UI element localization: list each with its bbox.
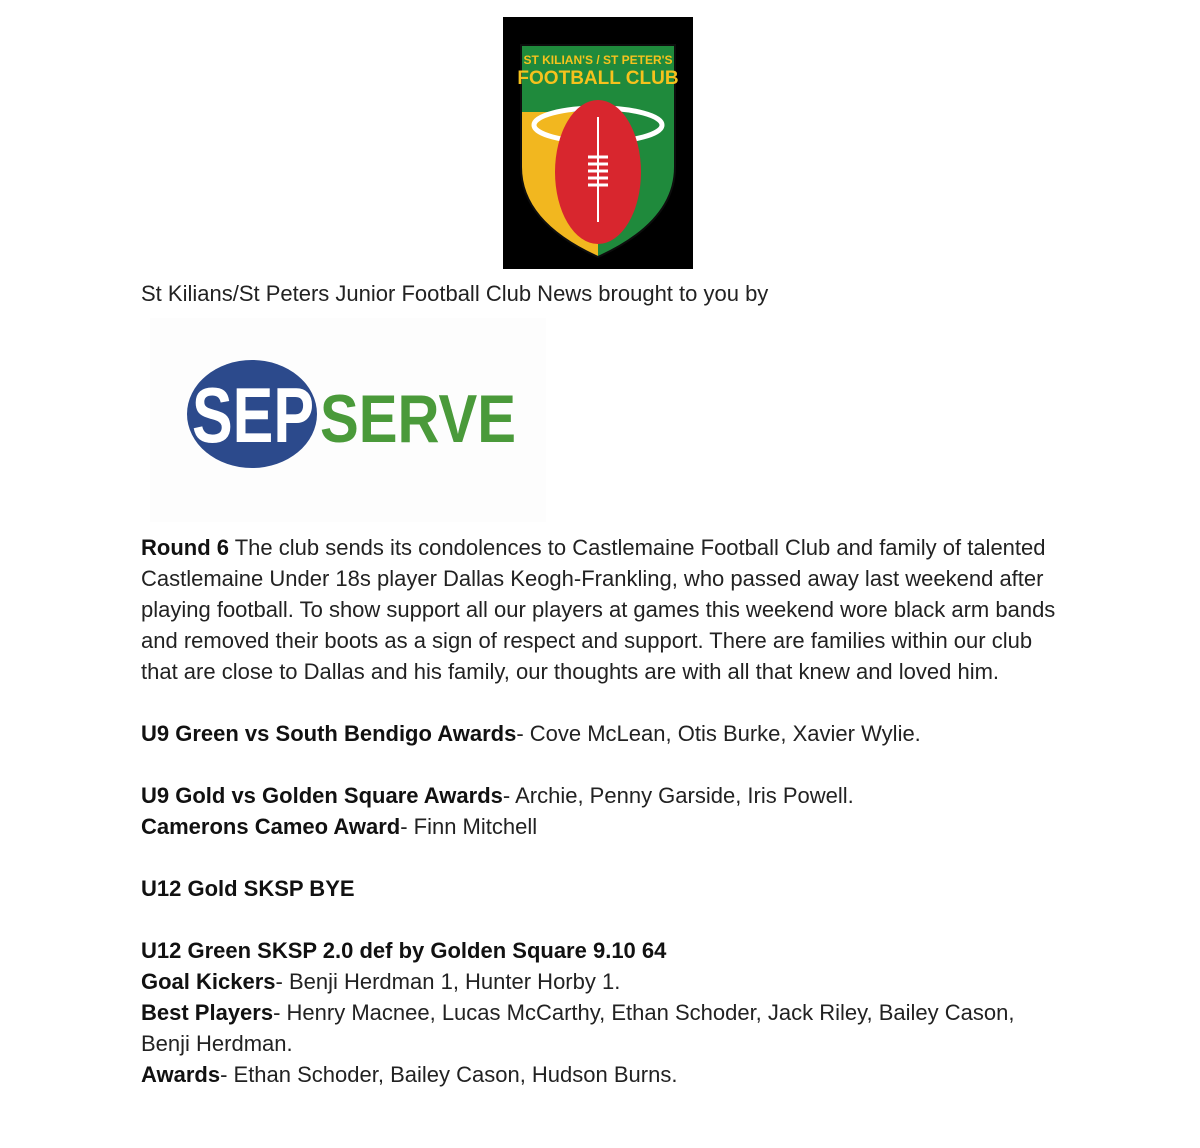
best-players bbox=[141, 997, 1061, 1059]
awards-text: - Ethan Schoder, Bailey Cason, Hudson Burns. bbox=[220, 1062, 678, 1087]
article-body bbox=[141, 532, 1061, 1090]
u9-green-text: - Cove McLean, Otis Burke, Xavier Wylie. bbox=[516, 721, 921, 746]
round-label: Round 6 bbox=[141, 535, 229, 560]
cameo-label: Camerons Cameo Award bbox=[141, 814, 401, 839]
sponsor-logo bbox=[150, 318, 546, 522]
best-players-label: Best Players bbox=[141, 1000, 274, 1025]
awards-label: Awards bbox=[141, 1062, 221, 1087]
awards bbox=[141, 1059, 1061, 1090]
goal-kickers-label: Goal Kickers bbox=[141, 969, 276, 994]
u9-green-awards bbox=[141, 718, 1061, 749]
sepserve-logo-icon bbox=[150, 318, 546, 522]
cameo-text: - Finn Mitchell bbox=[400, 814, 538, 839]
intro-text: St Kilians/St Peters Junior Football Club News brought to you by bbox=[141, 281, 769, 306]
sponsor-text-sep: SEP bbox=[192, 371, 314, 459]
cameo-award bbox=[141, 811, 1061, 842]
club-crest-icon bbox=[503, 17, 693, 269]
u12-gold-heading bbox=[141, 873, 1061, 904]
u9-gold-awards bbox=[141, 780, 1061, 811]
u12-green-heading bbox=[141, 935, 1061, 966]
best-players-text: - Henry Macnee, Lucas McCarthy, Ethan Schoder, Jack Riley, Bailey Cason, Benji Herdman. bbox=[141, 1000, 1015, 1056]
u9-green-label: U9 Green vs South Bendigo Awards bbox=[141, 721, 517, 746]
sponsor-text-serve: SERVE bbox=[320, 381, 516, 457]
club-logo bbox=[503, 17, 693, 269]
u12-gold-label: U12 Gold SKSP BYE bbox=[141, 876, 355, 901]
goal-kickers bbox=[141, 966, 1061, 997]
club-name-line2: FOOTBALL CLUB bbox=[517, 68, 679, 89]
round-text: The club sends its condolences to Castlemaine Football Club and family of talented Castlemaine Under 18s player Dallas Keogh-Frankling, who passed away last weekend after playing football. To show support all our players at games this weekend wore black arm bands and removed their boots as a sign of respect and support. There are families within our club that are close to Dallas and his family, our thoughts are with all that knew and loved him. bbox=[141, 535, 1056, 684]
u9-gold-text: - Archie, Penny Garside, Iris Powell. bbox=[502, 783, 854, 808]
round-paragraph bbox=[141, 532, 1061, 687]
u12-green-label: U12 Green SKSP 2.0 def by Golden Square 9.10 64 bbox=[141, 938, 667, 963]
goal-kickers-text: - Benji Herdman 1, Hunter Horby 1. bbox=[275, 969, 621, 994]
u9-gold-label: U9 Gold vs Golden Square Awards bbox=[141, 783, 503, 808]
club-name-line1: ST KILIAN'S / ST PETER'S bbox=[523, 53, 673, 67]
